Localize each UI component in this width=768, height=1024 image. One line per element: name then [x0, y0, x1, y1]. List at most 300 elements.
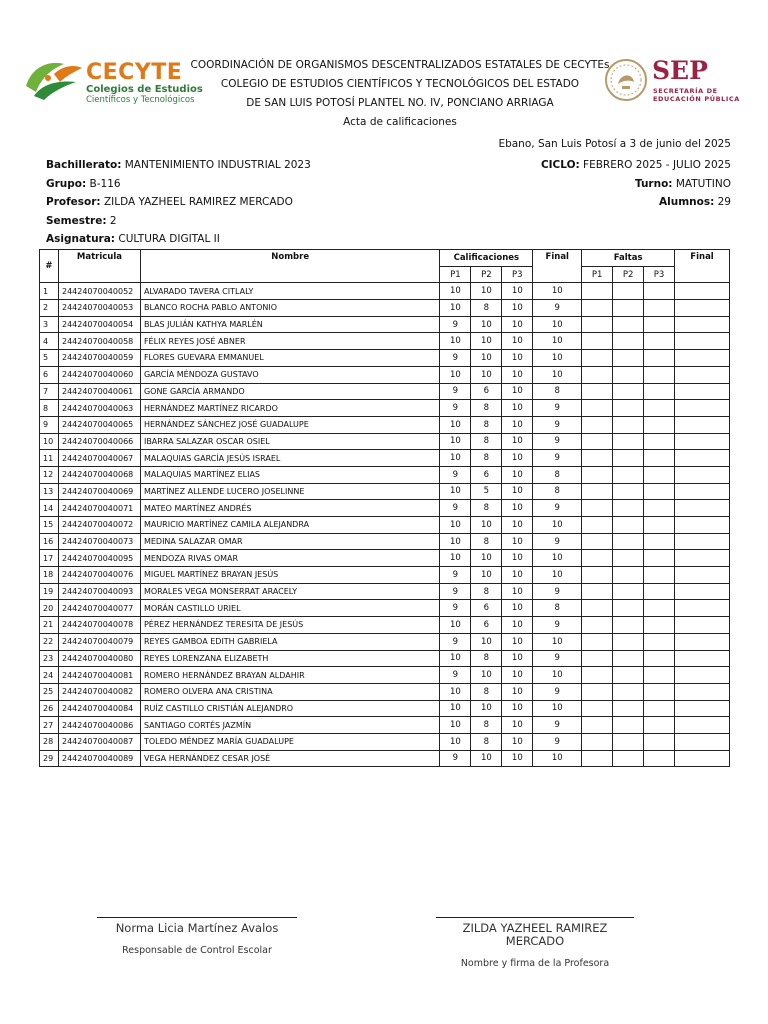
table-row — [40, 617, 730, 634]
cell-num: 25 — [40, 683, 59, 700]
cell-num: 12 — [40, 466, 59, 483]
cell-p1: 10 — [440, 700, 471, 717]
cell-num: 21 — [40, 617, 59, 634]
table-row — [40, 717, 730, 734]
cell-faltas-final — [675, 717, 730, 734]
cell-faltas-final — [675, 683, 730, 700]
cell-faltas-final — [675, 366, 730, 383]
cell-final: 9 — [533, 650, 582, 667]
cell-faltas-final — [675, 750, 730, 767]
cell-p1: 9 — [440, 350, 471, 367]
cell-p2: 10 — [471, 750, 502, 767]
cell-final: 9 — [533, 450, 582, 467]
signature-line — [97, 917, 297, 918]
cell-p2: 8 — [471, 500, 502, 517]
meta-value: ZILDA YAZHEEL RAMIREZ MERCADO — [103, 196, 293, 209]
table-row — [40, 316, 730, 333]
cell-faltas-p3 — [644, 500, 675, 517]
cell-num: 29 — [40, 750, 59, 767]
table-row — [40, 700, 730, 717]
cell-faltas-final — [675, 567, 730, 584]
cell-faltas-p3 — [644, 433, 675, 450]
cell-p2: 8 — [471, 717, 502, 734]
signature-role: Nombre y firma de la Profesora — [460, 958, 610, 969]
cell-faltas-p1 — [582, 667, 613, 684]
cell-nombre: MARTÍNEZ ALLENDE LUCERO JOSELINNE — [140, 483, 439, 500]
signature-line — [436, 917, 634, 918]
col-header-nombre: Nombre — [140, 250, 439, 283]
cell-faltas-final — [675, 500, 730, 517]
cell-faltas-p2 — [613, 600, 644, 617]
cell-matricula: 24424070040059 — [58, 350, 140, 367]
cell-p1: 10 — [440, 533, 471, 550]
cell-p2: 8 — [471, 416, 502, 433]
cell-faltas-p2 — [613, 567, 644, 584]
meta-alumnos — [541, 193, 731, 212]
cell-final: 9 — [533, 500, 582, 517]
meta-label: Asignatura: — [46, 233, 116, 246]
cell-faltas-final — [675, 483, 730, 500]
cell-faltas-p3 — [644, 366, 675, 383]
cell-nombre: MALAQUIAS GARCÍA JESÚS ISRAEL — [140, 450, 439, 467]
cell-p2: 8 — [471, 533, 502, 550]
cell-p2: 8 — [471, 733, 502, 750]
cell-p3: 10 — [502, 550, 533, 567]
meta-label: Alumnos: — [659, 196, 715, 209]
col-header-p2: P2 — [471, 266, 502, 283]
cell-faltas-p2 — [613, 366, 644, 383]
cell-faltas-p1 — [582, 483, 613, 500]
cell-nombre: RUÍZ CASTILLO CRISTIÁN ALEJANDRO — [140, 700, 439, 717]
cell-p2: 5 — [471, 483, 502, 500]
col-header-faltas: Faltas — [582, 250, 675, 267]
cell-faltas-p1 — [582, 400, 613, 417]
cell-matricula: 24424070040072 — [58, 517, 140, 534]
cell-nombre: TOLEDO MÉNDEZ MARÍA GUADALUPE — [140, 733, 439, 750]
cell-p2: 10 — [471, 550, 502, 567]
cell-faltas-p1 — [582, 416, 613, 433]
col-header-final-faltas: Final — [675, 250, 730, 283]
cell-num: 19 — [40, 583, 59, 600]
cell-p3: 10 — [502, 700, 533, 717]
col-header-calificaciones: Calificaciones — [440, 250, 533, 267]
table-row — [40, 400, 730, 417]
cell-faltas-p3 — [644, 383, 675, 400]
cell-num: 16 — [40, 533, 59, 550]
cell-num: 1 — [40, 283, 59, 300]
cell-nombre: MENDOZA RIVAS OMAR — [140, 550, 439, 567]
cell-p3: 10 — [502, 350, 533, 367]
cell-matricula: 24424070040077 — [58, 600, 140, 617]
cell-faltas-final — [675, 733, 730, 750]
cell-faltas-p3 — [644, 316, 675, 333]
table-row — [40, 667, 730, 684]
signature-name: ZILDA YAZHEEL RAMIREZ MERCADO — [462, 921, 608, 948]
cell-faltas-p3 — [644, 333, 675, 350]
cell-faltas-p2 — [613, 683, 644, 700]
cell-faltas-p3 — [644, 667, 675, 684]
document-date: Ebano, San Luis Potosí a 3 de junio del 2025 — [498, 138, 731, 150]
signature-role: Responsable de Control Escolar — [122, 945, 272, 956]
cell-faltas-p3 — [644, 567, 675, 584]
cell-faltas-p3 — [644, 466, 675, 483]
cell-final: 10 — [533, 316, 582, 333]
cell-final: 10 — [533, 366, 582, 383]
cell-matricula: 24424070040067 — [58, 450, 140, 467]
meta-ciclo — [541, 156, 731, 175]
cell-final: 9 — [533, 400, 582, 417]
cell-matricula: 24424070040063 — [58, 400, 140, 417]
cell-faltas-p2 — [613, 466, 644, 483]
header-line-3: DE SAN LUIS POTOSÍ PLANTEL NO. IV, PONCIANO ARRIAGA — [246, 97, 554, 109]
cell-num: 5 — [40, 350, 59, 367]
header-line-1: COORDINACIÓN DE ORGANISMOS DESCENTRALIZADOS ESTATALES DE CECYTEs — [190, 59, 610, 71]
cell-faltas-p3 — [644, 683, 675, 700]
cell-final: 9 — [533, 533, 582, 550]
cell-faltas-p2 — [613, 500, 644, 517]
cell-faltas-final — [675, 667, 730, 684]
cell-p2: 10 — [471, 567, 502, 584]
cell-nombre: GARCÍA MÉNDOZA GUSTAVO — [140, 366, 439, 383]
cell-nombre: VEGA HERNÁNDEZ CESAR JOSÉ — [140, 750, 439, 767]
cell-p3: 10 — [502, 717, 533, 734]
cell-final: 9 — [533, 717, 582, 734]
cell-final: 8 — [533, 600, 582, 617]
cell-p2: 8 — [471, 400, 502, 417]
table-row — [40, 683, 730, 700]
meta-value: MATUTINO — [675, 177, 731, 190]
cell-faltas-p1 — [582, 650, 613, 667]
table-row — [40, 300, 730, 317]
cecyte-subtitle-1: Colegios de Estudios — [86, 84, 203, 95]
sep-brand: SEP — [652, 56, 708, 85]
cell-nombre: REYES GAMBOA EDITH GABRIELA — [140, 633, 439, 650]
cell-p2: 6 — [471, 600, 502, 617]
cell-final: 9 — [533, 617, 582, 634]
col-header-p1: P1 — [440, 266, 471, 283]
meta-value: 29 — [717, 196, 731, 209]
cell-num: 9 — [40, 416, 59, 433]
cell-faltas-p3 — [644, 283, 675, 300]
cell-faltas-p2 — [613, 416, 644, 433]
cell-matricula: 24424070040080 — [58, 650, 140, 667]
cell-p1: 10 — [440, 683, 471, 700]
meta-value: CULTURA DIGITAL II — [118, 233, 220, 246]
cell-p1: 10 — [440, 717, 471, 734]
cell-matricula: 24424070040069 — [58, 483, 140, 500]
cell-nombre: IBARRA SALAZAR OSCAR OSIEL — [140, 433, 439, 450]
cell-nombre: HERNÁNDEZ SÁNCHEZ JOSÉ GUADALUPE — [140, 416, 439, 433]
table-row — [40, 483, 730, 500]
cell-matricula: 24424070040089 — [58, 750, 140, 767]
cell-faltas-final — [675, 350, 730, 367]
cell-faltas-p2 — [613, 383, 644, 400]
cell-p3: 10 — [502, 283, 533, 300]
cell-p3: 10 — [502, 750, 533, 767]
cell-p2: 8 — [471, 300, 502, 317]
cell-final: 9 — [533, 300, 582, 317]
meta-turno — [541, 175, 731, 194]
cell-faltas-p1 — [582, 316, 613, 333]
cell-p1: 10 — [440, 433, 471, 450]
cell-faltas-p2 — [613, 483, 644, 500]
cell-p1: 10 — [440, 450, 471, 467]
cell-nombre: MEDINA SALAZAR OMAR — [140, 533, 439, 550]
cell-faltas-p1 — [582, 583, 613, 600]
cell-p3: 10 — [502, 533, 533, 550]
cell-final: 10 — [533, 633, 582, 650]
cell-p3: 10 — [502, 450, 533, 467]
cell-final: 10 — [533, 567, 582, 584]
cell-faltas-final — [675, 650, 730, 667]
meta-grupo — [46, 175, 311, 194]
table-row — [40, 433, 730, 450]
cell-p3: 10 — [502, 316, 533, 333]
cell-matricula: 24424070040095 — [58, 550, 140, 567]
cell-faltas-p2 — [613, 733, 644, 750]
cell-num: 18 — [40, 567, 59, 584]
cell-p3: 10 — [502, 600, 533, 617]
cell-p3: 10 — [502, 466, 533, 483]
table-row — [40, 350, 730, 367]
cell-faltas-p1 — [582, 550, 613, 567]
cell-p2: 6 — [471, 466, 502, 483]
meta-label: Grupo: — [46, 177, 87, 190]
cell-final: 9 — [533, 583, 582, 600]
cell-faltas-p2 — [613, 517, 644, 534]
cell-p1: 10 — [440, 550, 471, 567]
cell-faltas-p3 — [644, 600, 675, 617]
cell-final: 10 — [533, 700, 582, 717]
table-row — [40, 567, 730, 584]
cell-final: 10 — [533, 333, 582, 350]
cell-matricula: 24424070040073 — [58, 533, 140, 550]
cell-p1: 9 — [440, 633, 471, 650]
cell-faltas-final — [675, 316, 730, 333]
meta-label: Turno: — [634, 177, 673, 190]
meta-right — [541, 156, 731, 212]
table-row — [40, 333, 730, 350]
cecyte-brand: CECYTE — [86, 60, 183, 85]
cell-faltas-p3 — [644, 517, 675, 534]
cell-p3: 10 — [502, 483, 533, 500]
meta-asignatura — [46, 230, 311, 249]
table-row — [40, 550, 730, 567]
cell-nombre: MALAQUIAS MARTÍNEZ ELIAS — [140, 466, 439, 483]
cell-p3: 10 — [502, 416, 533, 433]
table-row — [40, 533, 730, 550]
sep-subtitle — [653, 87, 740, 103]
col-header-final: Final — [533, 250, 582, 283]
cell-nombre: MORALES VEGA MONSERRAT ARACELY — [140, 583, 439, 600]
cell-p1: 10 — [440, 416, 471, 433]
cell-faltas-p3 — [644, 450, 675, 467]
cell-faltas-p2 — [613, 650, 644, 667]
cell-faltas-p1 — [582, 750, 613, 767]
signature-right — [436, 917, 634, 969]
cell-p1: 10 — [440, 333, 471, 350]
cell-p1: 9 — [440, 500, 471, 517]
cell-p2: 10 — [471, 283, 502, 300]
cell-faltas-p1 — [582, 633, 613, 650]
cell-p2: 10 — [471, 350, 502, 367]
meta-value: MANTENIMIENTO INDUSTRIAL 2023 — [124, 159, 311, 171]
cell-faltas-p1 — [582, 383, 613, 400]
cell-final: 8 — [533, 466, 582, 483]
cell-faltas-p3 — [644, 416, 675, 433]
cell-num: 13 — [40, 483, 59, 500]
cell-num: 23 — [40, 650, 59, 667]
cell-p1: 9 — [440, 600, 471, 617]
cell-num: 6 — [40, 366, 59, 383]
cell-faltas-final — [675, 383, 730, 400]
cell-faltas-p2 — [613, 583, 644, 600]
cell-num: 28 — [40, 733, 59, 750]
cell-faltas-p3 — [644, 350, 675, 367]
cell-faltas-final — [675, 400, 730, 417]
cell-p2: 8 — [471, 433, 502, 450]
cell-num: 26 — [40, 700, 59, 717]
cell-num: 20 — [40, 600, 59, 617]
col-header-num: # — [40, 250, 59, 283]
cecyte-subtitle-2: Científicos y Tecnológicos — [86, 95, 195, 105]
col-header-p3: P3 — [502, 266, 533, 283]
cell-faltas-p1 — [582, 567, 613, 584]
cell-num: 24 — [40, 667, 59, 684]
cell-faltas-p1 — [582, 300, 613, 317]
cell-p1: 9 — [440, 466, 471, 483]
cell-num: 15 — [40, 517, 59, 534]
cell-p2: 6 — [471, 617, 502, 634]
sep-logo — [604, 56, 738, 106]
col-header-faltas-p2: P2 — [613, 266, 644, 283]
cell-matricula: 24424070040065 — [58, 416, 140, 433]
cell-p1: 9 — [440, 567, 471, 584]
table-header-row — [40, 250, 730, 267]
cell-num: 27 — [40, 717, 59, 734]
cell-faltas-p1 — [582, 733, 613, 750]
cell-matricula: 24424070040052 — [58, 283, 140, 300]
cell-faltas-p2 — [613, 750, 644, 767]
cell-matricula: 24424070040058 — [58, 333, 140, 350]
cell-faltas-p2 — [613, 450, 644, 467]
cell-p1: 9 — [440, 667, 471, 684]
table-row — [40, 600, 730, 617]
cell-faltas-p2 — [613, 283, 644, 300]
cell-faltas-p1 — [582, 683, 613, 700]
cell-final: 10 — [533, 550, 582, 567]
cell-faltas-p3 — [644, 617, 675, 634]
cell-p1: 9 — [440, 316, 471, 333]
cell-faltas-final — [675, 283, 730, 300]
cell-final: 9 — [533, 433, 582, 450]
cell-matricula: 24424070040060 — [58, 366, 140, 383]
cell-final: 9 — [533, 416, 582, 433]
cell-p3: 10 — [502, 333, 533, 350]
cell-nombre: HERNÁNDEZ MARTÍNEZ RICARDO — [140, 400, 439, 417]
cell-faltas-final — [675, 517, 730, 534]
cell-faltas-p1 — [582, 366, 613, 383]
cell-matricula: 24424070040079 — [58, 633, 140, 650]
meta-label: CICLO: — [540, 159, 580, 171]
cell-p2: 10 — [471, 633, 502, 650]
meta-label: Profesor: — [46, 196, 101, 209]
cell-faltas-p1 — [582, 700, 613, 717]
table-row — [40, 383, 730, 400]
cell-num: 11 — [40, 450, 59, 467]
cell-num: 14 — [40, 500, 59, 517]
cell-final: 10 — [533, 283, 582, 300]
cell-p2: 10 — [471, 517, 502, 534]
cell-faltas-p2 — [613, 617, 644, 634]
cell-num: 7 — [40, 383, 59, 400]
cell-nombre: FLORES GUEVARA EMMANUEL — [140, 350, 439, 367]
cell-nombre: ALVARADO TAVERA CITLALY — [140, 283, 439, 300]
cell-p3: 10 — [502, 383, 533, 400]
cecyte-logo — [24, 54, 203, 106]
cell-final: 8 — [533, 383, 582, 400]
cell-faltas-final — [675, 533, 730, 550]
cell-faltas-p2 — [613, 433, 644, 450]
cell-faltas-p1 — [582, 533, 613, 550]
cell-faltas-p1 — [582, 433, 613, 450]
cell-p1: 10 — [440, 650, 471, 667]
cell-faltas-p1 — [582, 500, 613, 517]
cell-p1: 10 — [440, 517, 471, 534]
cell-p1: 9 — [440, 750, 471, 767]
cell-p2: 8 — [471, 650, 502, 667]
document-header — [180, 56, 620, 132]
cell-faltas-p2 — [613, 700, 644, 717]
meta-label: Bachillerato: — [46, 159, 122, 171]
cell-matricula: 24424070040093 — [58, 583, 140, 600]
cell-matricula: 24424070040086 — [58, 717, 140, 734]
cell-matricula: 24424070040066 — [58, 433, 140, 450]
cell-faltas-final — [675, 617, 730, 634]
cell-p3: 10 — [502, 400, 533, 417]
cell-nombre: MAURICIO MARTÍNEZ CAMILA ALEJANDRA — [140, 517, 439, 534]
cell-p2: 8 — [471, 450, 502, 467]
cell-nombre: FÉLIX REYES JOSÉ ABNER — [140, 333, 439, 350]
cell-num: 22 — [40, 633, 59, 650]
cell-p2: 6 — [471, 383, 502, 400]
cell-num: 8 — [40, 400, 59, 417]
cell-faltas-p1 — [582, 466, 613, 483]
table-row — [40, 650, 730, 667]
meta-semestre — [46, 212, 311, 231]
cell-nombre: MIGUEL MARTÍNEZ BRAYAN JESÚS — [140, 567, 439, 584]
cell-nombre: MATEO MARTÍNEZ ANDRÉS — [140, 500, 439, 517]
cell-p2: 8 — [471, 583, 502, 600]
cell-matricula: 24424070040054 — [58, 316, 140, 333]
cell-faltas-p2 — [613, 550, 644, 567]
cell-p1: 10 — [440, 733, 471, 750]
cell-nombre: SANTIAGO CORTÉS JAZMÍN — [140, 717, 439, 734]
cell-faltas-p3 — [644, 300, 675, 317]
cell-faltas-p3 — [644, 633, 675, 650]
cell-faltas-p2 — [613, 333, 644, 350]
cell-faltas-p2 — [613, 300, 644, 317]
cell-final: 10 — [533, 667, 582, 684]
cell-faltas-p1 — [582, 333, 613, 350]
table-row — [40, 750, 730, 767]
cell-p1: 9 — [440, 400, 471, 417]
cell-faltas-p2 — [613, 667, 644, 684]
cell-faltas-final — [675, 450, 730, 467]
cell-final: 9 — [533, 733, 582, 750]
cell-nombre: BLANCO ROCHA PABLO ANTONIO — [140, 300, 439, 317]
cell-nombre: BLAS JULIÁN KATHYA MARLÉN — [140, 316, 439, 333]
